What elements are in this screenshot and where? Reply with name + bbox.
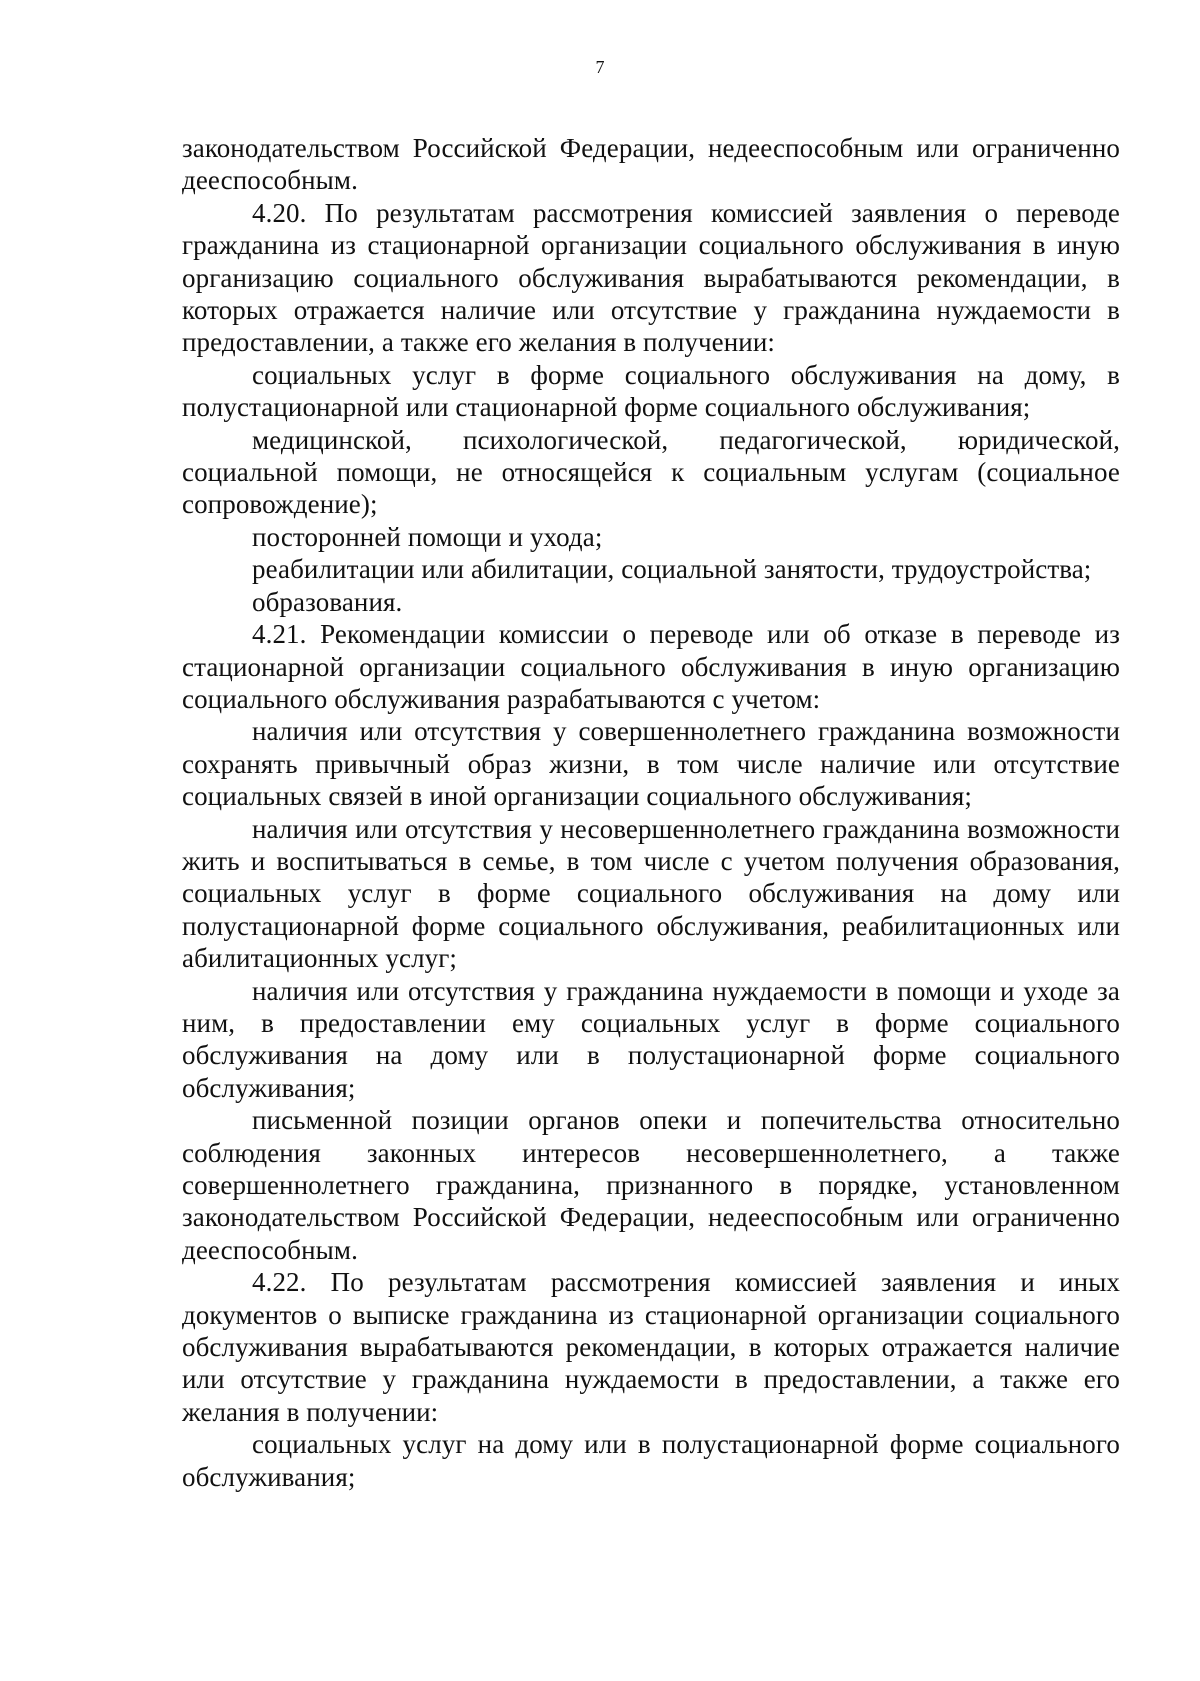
list-item-rehabilitation: реабилитации или абилитации, социальной занятости, трудоустройства; (252, 554, 1092, 585)
list-item-social-services: социальных услуг в форме социального обслуживания на дому, в полустационарной или стационарной форме социального обслуживания; (182, 359, 1120, 423)
list-item-education: образования. (252, 586, 403, 617)
list-item-adult-lifestyle: наличия или отсутствия у совершеннолетнего гражданина возможности сохранять привычный образ жизни, в том числе наличие или отсутствие социальных связей в иной организации социального обслуживания; (182, 716, 1120, 812)
list-item-home-services: социальных услуг на дому или в полустационарной форме социального обслуживания; (182, 1429, 1120, 1492)
paragraph-continuation: законодательством Российской Федерации, недееспособным или ограниченно дееспособным. (182, 133, 1120, 196)
document-body (182, 132, 1120, 1493)
list-item-guardianship-position: письменной позиции органов опеки и попечительства относительно соблюдения законных интересов несовершеннолетнего, а также совершеннолетнего гражданина, признанного в порядке, установленном законодательством Российской Федерации, недееспособным или ограниченно дееспособным. (182, 1105, 1120, 1265)
paragraph-4-22: 4.22. По результатам рассмотрения комиссией заявления и иных документов о выписке гражданина из стационарной организации социального обслуживания вырабатываются рекомендации, в которых отражается наличие или отсутствие у гражданина нуждаемости в предоставлении, а также его желания в получении: (182, 1267, 1120, 1427)
list-item-care-needs: наличия или отсутствия у гражданина нуждаемости в помощи и уходе за ним, в предоставлении ему социальных услуг в форме социального обслуживания на дому или в полустационарной форме социального обслуживания; (182, 975, 1120, 1103)
paragraph-4-20: 4.20. По результатам рассмотрения комиссией заявления о переводе гражданина из стационарной организации социального обслуживания в иную организацию социального обслуживания вырабатываются рекомендации, в которых отражается наличие или отсутствие у гражданина нуждаемости в предоставлении, а также его желания в получении: (182, 197, 1120, 358)
list-item-outside-help: посторонней помощи и ухода; (252, 521, 603, 552)
list-item-social-support: медицинской, психологической, педагогической, юридической, социальной помощи, не относящейся к социальным услугам (социальное сопровождение); (182, 424, 1120, 520)
list-item-minor-family: наличия или отсутствия у несовершеннолетнего гражданина возможности жить и воспитываться в семье, в том числе с учетом получения образования, социальных услуг в форме социального обслуживания на дому или полустационарной форме социального обслуживания, реабилитационных или абилитационных услуг; (182, 813, 1120, 974)
paragraph-4-21: 4.21. Рекомендации комиссии о переводе или об отказе в переводе из стационарной организации социального обслуживания в иную организацию социального обслуживания разрабатываются с учетом: (182, 619, 1120, 714)
page-number: 7 (595, 57, 605, 77)
